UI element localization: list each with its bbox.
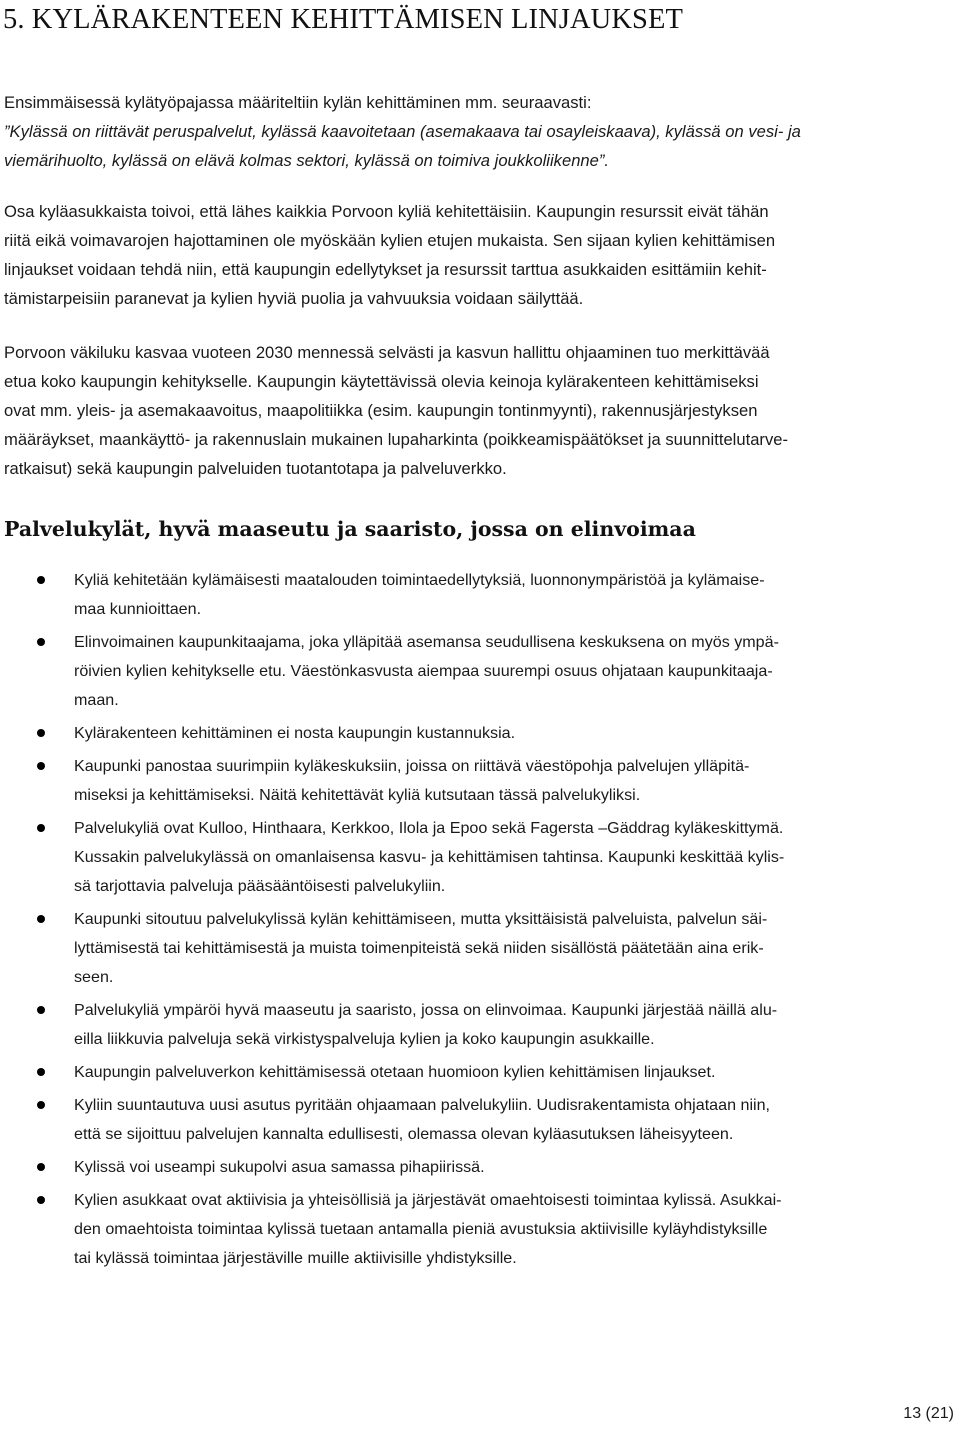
list-item-line: seen. <box>74 968 114 986</box>
list-item <box>0 752 960 810</box>
list-item-line: sä tarjottavia palveluja pääsääntöisesti palvelukyliin. <box>74 877 446 895</box>
subsection-heading: Palvelukylät, hyvä maaseutu ja saaristo, jossa on elinvoimaa <box>4 517 696 541</box>
list-item <box>0 566 960 624</box>
list-item-line: röivien kylien kehitykselle etu. Väestönkasvusta aiempaa suurempi osuus ohjataan kaupunkitaaja- <box>74 662 773 680</box>
paragraph-line: linjaukset voidaan tehdä niin, että kaupungin edellytykset ja resurssit tarttua asukkaiden esittämiin kehit- <box>4 260 767 279</box>
page-number: 13 (21) <box>903 1405 954 1422</box>
list-item-line: että se sijoittuu palvelujen kannalta edullisesti, olemassa olevan kyläasutuksen läheisyyteen. <box>74 1125 734 1143</box>
list-item <box>0 1153 960 1182</box>
list-item-line: eilla liikkuvia palveluja sekä virkistyspalveluja kylien ja koko kaupungin asukkaille. <box>74 1030 655 1048</box>
section-heading: 5. KYLÄRAKENTEEN KEHITTÄMISEN LINJAUKSET <box>3 4 683 35</box>
list-item-line: lyttämisestä tai kehittämisestä ja muista toimenpiteistä sekä niiden sisällöstä päätetään aina erik- <box>74 939 764 957</box>
intro-line-quote: ”Kylässä on riittävät peruspalvelut, kylässä kaavoitetaan (asemakaava tai osayleiskaava), kylässä on vesi- ja <box>4 122 801 141</box>
paragraph-line: riitä eikä voimavarojen hajottaminen ole myöskään kylien etujen mukaista. Sen sijaan kylien kehittämisen <box>4 231 776 250</box>
list-item-line: Elinvoimainen kaupunkitaajama, joka ylläpitää asemansa seudullisena keskuksena on myös ympä- <box>74 633 779 651</box>
bullet-icon <box>37 1006 45 1014</box>
list-item <box>0 719 960 748</box>
list-item-line: Kaupungin palveluverkon kehittämisessä otetaan huomioon kylien kehittämisen linjaukset. <box>74 1063 716 1081</box>
bullet-icon <box>37 824 45 832</box>
resources-paragraph <box>4 197 956 313</box>
list-item <box>0 814 960 901</box>
paragraph-line: määräykset, maankäyttö- ja rakennuslain mukainen lupaharkinta (poikkeamispäätökset ja suunnittelutarve- <box>4 430 789 449</box>
list-item-line: Kaupunki sitoutuu palvelukylissä kylän kehittämiseen, mutta yksittäisistä palveluista, palvelun säi- <box>74 910 768 928</box>
bullet-icon <box>37 1101 45 1109</box>
population-paragraph <box>4 338 956 483</box>
list-item <box>0 1058 960 1087</box>
paragraph-line: etua koko kaupungin kehitykselle. Kaupungin käytettävissä olevia keinoja kylärakenteen kehittämiseksi <box>4 372 759 391</box>
bullet-list <box>0 566 960 1277</box>
list-item-line: Palvelukyliä ovat Kulloo, Hinthaara, Kerkkoo, Ilola ja Epoo sekä Fagersta –Gäddrag kyläkeskittymä. <box>74 819 784 837</box>
bullet-icon <box>37 1068 45 1076</box>
list-item <box>0 996 960 1054</box>
list-item-line: Kylien asukkaat ovat aktiivisia ja yhteisöllisiä ja järjestävät omaehtoisesti toimintaa kylissä. Asukkai- <box>74 1191 782 1209</box>
list-item <box>0 1186 960 1273</box>
list-item <box>0 628 960 715</box>
list-item-line: Kyliin suuntautuva uusi asutus pyritään ohjaamaan palvelukyliin. Uudisrakentamista ohjataan niin, <box>74 1096 771 1114</box>
list-item-line: tai kylässä toimintaa järjestäville muille aktiivisille yhdistyksille. <box>74 1249 517 1267</box>
list-item-line: Kussakin palvelukylässä on omanlaisensa kasvu- ja kehittämisen tahtinsa. Kaupunki keskittää kylis- <box>74 848 785 866</box>
paragraph-line: tämistarpeisiin paranevat ja kylien hyviä puolia ja vahvuuksia voidaan säilyttää. <box>4 289 584 308</box>
paragraph-line: ratkaisut) sekä kaupungin palveluiden tuotantotapa ja palveluverkko. <box>4 459 507 478</box>
list-item-line: maan. <box>74 691 119 709</box>
list-item-line: den omaehtoista toimintaa kylissä tuetaan antamalla pieniä avustuksia aktiivisille kyläyhdistyksille <box>74 1220 768 1238</box>
list-item-line: Palvelukyliä ympäröi hyvä maaseutu ja saaristo, jossa on elinvoimaa. Kaupunki järjestää näillä alu- <box>74 1001 778 1019</box>
list-item <box>0 1091 960 1149</box>
bullet-icon <box>37 1196 45 1204</box>
list-item-line: miseksi ja kehittämiseksi. Näitä kehitettävät kyliä kutsutaan tässä palvelukyliksi. <box>74 786 641 804</box>
bullet-icon <box>37 1163 45 1171</box>
intro-line: Ensimmäisessä kylätyöpajassa määriteltiin kylän kehittäminen mm. seuraavasti: <box>4 93 592 112</box>
bullet-icon <box>37 762 45 770</box>
list-item-line: Kaupunki panostaa suurimpiin kyläkeskuksiin, joissa on riittävä väestöpohja palvelujen ylläpitä- <box>74 757 750 775</box>
bullet-icon <box>37 638 45 646</box>
list-item-line: maa kunnioittaen. <box>74 600 202 618</box>
paragraph-line: Porvoon väkiluku kasvaa vuoteen 2030 mennessä selvästi ja kasvun hallittu ohjaaminen tuo merkittävää <box>4 343 770 362</box>
bullet-icon <box>37 915 45 923</box>
bullet-icon <box>37 576 45 584</box>
list-item <box>0 905 960 992</box>
list-item-line: Kylärakenteen kehittäminen ei nosta kaupungin kustannuksia. <box>74 724 516 742</box>
intro-line-quote: viemärihuolto, kylässä on elävä kolmas sektori, kylässä on toimiva joukkoliikenne”. <box>4 151 610 170</box>
bullet-icon <box>37 729 45 737</box>
list-item-line: Kyliä kehitetään kylämäisesti maatalouden toimintaedellytyksiä, luonnonympäristöä ja kylämaise- <box>74 571 765 589</box>
intro-paragraph <box>4 88 956 175</box>
list-item-line: Kylissä voi useampi sukupolvi asua samassa pihapiirissä. <box>74 1158 485 1176</box>
paragraph-line: Osa kyläasukkaista toivoi, että lähes kaikkia Porvoon kyliä kehitettäisiin. Kaupungin resurssit eivät tähän <box>4 202 769 221</box>
paragraph-line: ovat mm. yleis- ja asemakaavoitus, maapolitiikka (esim. kaupungin tontinmyynti), rakennusjärjestyksen <box>4 401 758 420</box>
